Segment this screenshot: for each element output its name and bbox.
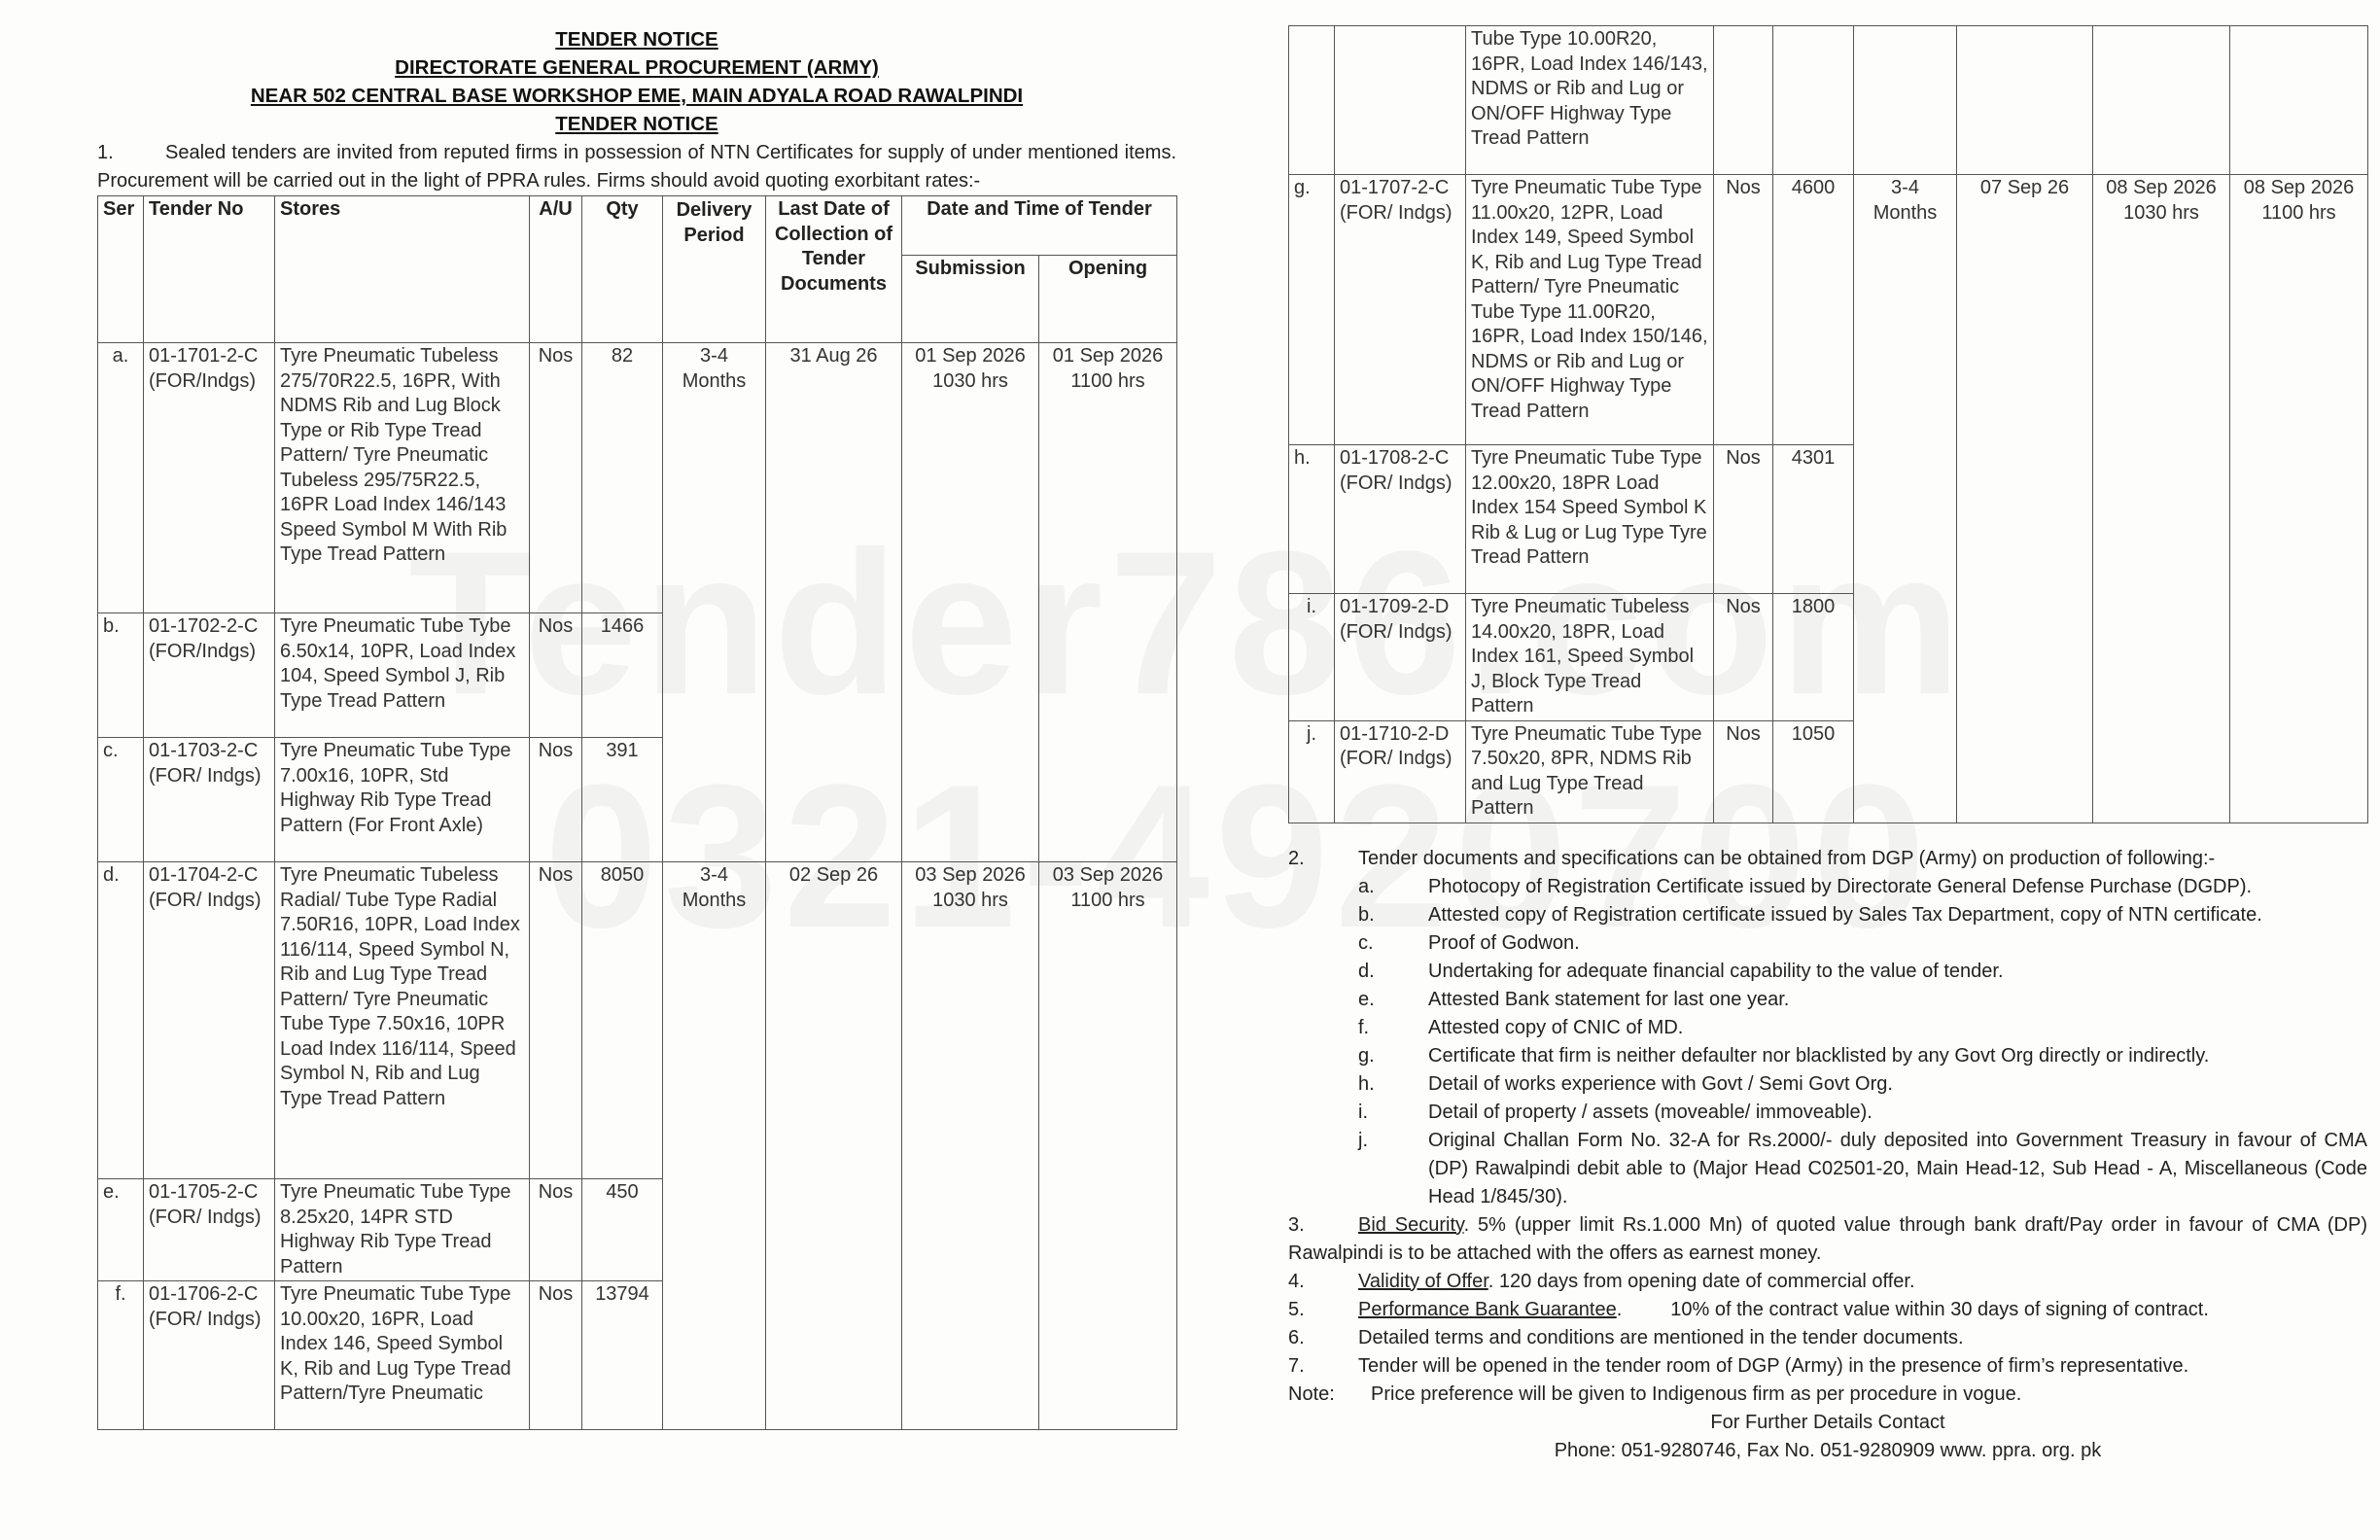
cell-ser: f. xyxy=(98,1281,144,1430)
cell-last-date: 07 Sep 26 xyxy=(1957,175,2093,823)
list-item: g. Certificate that firm is neither defaulter nor blacklisted by any Govt Org directly or indirectly. xyxy=(1358,1044,2210,1067)
heading-tender-notice: TENDER NOTICE xyxy=(555,28,718,51)
cell-stores: Tyre Pneumatic Tube Type 7.50x20, 8PR, NDMS Rib and Lug Type Tread Pattern xyxy=(1466,720,1714,822)
cell-delivery: 3-4 Months xyxy=(1854,175,1957,823)
cell-au: Nos xyxy=(530,738,582,862)
section-5-text: . 10% of the contract value within 30 days of signing of contract. xyxy=(1616,1298,2209,1320)
list-item: i. Detail of property / assets (moveable/ immoveable). xyxy=(1358,1101,1872,1123)
section-5 xyxy=(1288,1296,2367,1324)
cell-tender-no: 01-1704-2-C (FOR/ Indgs) xyxy=(144,862,275,1179)
cell-qty: 13794 xyxy=(582,1281,663,1430)
cell-au: Nos xyxy=(1714,445,1773,594)
list-item: e. Attested Bank statement for last one year. xyxy=(1358,988,1790,1010)
section-7 xyxy=(1288,1352,2367,1381)
cell-stores: Tyre Pneumatic Tube Tybe 6.50x14, 10PR, Load Index 104, Speed Symbol J, Rib Type Tread Pattern xyxy=(275,613,530,738)
section-3-text: . 5% (upper limit Rs.1.000 Mn) of quoted value through bank draft/Pay order in favour of CMA (DP) Rawalpindi is to be attached with the offers as earnest money. xyxy=(1288,1213,2367,1264)
cell-last-date: 31 Aug 26 xyxy=(766,343,902,862)
cell-au: Nos xyxy=(1714,720,1773,822)
section-5-number: 5. xyxy=(1288,1298,1305,1320)
intro-paragraph xyxy=(97,139,1176,195)
cell-tender-no: 01-1705-2-C (FOR/ Indgs) xyxy=(144,1179,275,1281)
list-item: c. Proof of Godwon. xyxy=(1358,931,1580,954)
header-submission: Submission xyxy=(902,256,1039,343)
cell-qty: 4301 xyxy=(1773,445,1854,594)
cell-submission: 03 Sep 2026 1030 hrs xyxy=(902,862,1039,1430)
header-tender-no: Tender No xyxy=(144,196,275,343)
heading-directorate: DIRECTORATE GENERAL PROCUREMENT (ARMY) xyxy=(395,56,879,79)
cell-last-date: 02 Sep 26 xyxy=(766,862,902,1430)
list-item: b. Attested copy of Registration certificate issued by Sales Tax Department, copy of NTN certificate. xyxy=(1358,903,2262,926)
cell-ser: e. xyxy=(98,1179,144,1281)
header-date-time: Date and Time of Tender xyxy=(902,196,1177,256)
section-4 xyxy=(1288,1268,2367,1296)
contact-details: Phone: 051-9280746, Fax No. 051-9280909 www. ppra. org. pk xyxy=(1554,1439,2102,1461)
section-2 xyxy=(1288,845,2367,873)
section-6-text: Detailed terms and conditions are mentioned in the tender documents. xyxy=(1358,1326,1964,1348)
cell-opening: 03 Sep 2026 1100 hrs xyxy=(1039,862,1177,1430)
header-qty: Qty xyxy=(582,196,663,343)
cell-delivery: 3-4 Months xyxy=(663,343,766,862)
header-au: A/U xyxy=(530,196,582,343)
cell-qty: 82 xyxy=(582,343,663,613)
section-6-number: 6. xyxy=(1288,1326,1305,1348)
tender-table-left xyxy=(97,195,1177,1430)
table-row xyxy=(1289,175,2368,445)
section-4-number: 4. xyxy=(1288,1270,1305,1292)
heading-address: NEAR 502 CENTRAL BASE WORKSHOP EME, MAIN ADYALA ROAD RAWALPINDI xyxy=(250,85,1024,107)
cell-qty: 1050 xyxy=(1773,720,1854,822)
cell-ser: a. xyxy=(98,343,144,613)
cell-tender-no: 01-1702-2-C (FOR/Indgs) xyxy=(144,613,275,738)
cell-au: Nos xyxy=(530,862,582,1179)
cell-stores: Tyre Pneumatic Tube Type 10.00x20, 16PR, Load Index 146, Speed Symbol K, Rib and Lug Type Tread Pattern/Tyre Pneumatic xyxy=(275,1281,530,1430)
section-6 xyxy=(1288,1324,2367,1352)
cell-ser: c. xyxy=(98,738,144,862)
cell-ser: g. xyxy=(1289,175,1335,445)
list-item: f. Attested copy of CNIC of MD. xyxy=(1358,1016,1684,1038)
cell-qty: 8050 xyxy=(582,862,663,1179)
section-2-number: 2. xyxy=(1288,847,1305,869)
cell-delivery: 3-4 Months xyxy=(663,862,766,1430)
cell-ser: b. xyxy=(98,613,144,738)
note-label: Note: xyxy=(1288,1382,1335,1405)
header-opening: Opening xyxy=(1039,256,1177,343)
cell-submission: 01 Sep 2026 1030 hrs xyxy=(902,343,1039,862)
cell-tender-no: 01-1709-2-D (FOR/ Indgs) xyxy=(1335,594,1466,721)
tender-table-right xyxy=(1288,25,2368,823)
cell-tender-no: 01-1710-2-D (FOR/ Indgs) xyxy=(1335,720,1466,822)
list-item: h. Detail of works experience with Govt / Semi Govt Org. xyxy=(1358,1072,1893,1095)
right-column xyxy=(1288,25,2367,1465)
cell-stores: Tyre Pneumatic Tube Type 7.00x16, 10PR, Std Highway Rib Type Tread Pattern (For Front Axle) xyxy=(275,738,530,862)
header-stores: Stores xyxy=(275,196,530,343)
cell-ser: i. xyxy=(1289,594,1335,721)
header-ser: Ser xyxy=(98,196,144,343)
cell-au: Nos xyxy=(530,343,582,613)
cell-tender-no: 01-1707-2-C (FOR/ Indgs) xyxy=(1335,175,1466,445)
cell-au: Nos xyxy=(530,1281,582,1430)
header-last-date: Last Date of Collection of Tender Documents xyxy=(766,196,902,343)
section-2-text: Tender documents and specifications can be obtained from DGP (Army) on production of following:- xyxy=(1358,847,2216,869)
cell-stores: Tube Type 10.00R20, 16PR, Load Index 146/143, NDMS or Rib and Lug or ON/OFF Highway Type Tread Pattern xyxy=(1466,26,1714,175)
list-item: j. Original Challan Form No. 32-A for Rs.2000/- duly deposited into Government Treasury in favour of CMA (DP) Rawalpindi debit able to (Major Head C02501-20, Main Head-12, Sub Head - A, Miscellaneous (Code Head 1/845/30). xyxy=(1358,1129,2367,1208)
cell-opening: 01 Sep 2026 1100 hrs xyxy=(1039,343,1177,862)
cell-ser: j. xyxy=(1289,720,1335,822)
table-row xyxy=(98,862,1177,1179)
cell-au: Nos xyxy=(530,613,582,738)
cell-qty: 1466 xyxy=(582,613,663,738)
cell-ser: d. xyxy=(98,862,144,1179)
cell-stores: Tyre Pneumatic Tubeless 14.00x20, 18PR, Load Index 161, Speed Symbol J, Block Type Tread Pattern xyxy=(1466,594,1714,721)
cell-qty: 450 xyxy=(582,1179,663,1281)
cell-qty: 4600 xyxy=(1773,175,1854,445)
contact-heading: For Further Details Contact xyxy=(1710,1411,1945,1433)
section-3-title: Bid Security xyxy=(1358,1213,1464,1236)
cell-stores: Tyre Pneumatic Tube Type 8.25x20, 14PR STD Highway Rib Type Tread Pattern xyxy=(275,1179,530,1281)
cell-stores: Tyre Pneumatic Tubeless 275/70R22.5, 16PR, With NDMS Rib and Lug Block Type or Rib Type Tread Pattern/ Tyre Pneumatic Tubeless 295/75R22.5, 16PR Load Index 146/143 Speed Symbol M With Rib Type Tread Pattern xyxy=(275,343,530,613)
cell-qty: 391 xyxy=(582,738,663,862)
cell-stores: Tyre Pneumatic Tube Type 12.00x20, 18PR Load Index 154 Speed Symbol K Rib & Lug or Lug Type Tyre Tread Pattern xyxy=(1466,445,1714,594)
header-delivery: Delivery Period xyxy=(663,196,766,343)
table-row xyxy=(98,343,1177,613)
cell-tender-no: 01-1701-2-C (FOR/Indgs) xyxy=(144,343,275,613)
heading-tender-notice-2: TENDER NOTICE xyxy=(555,113,718,135)
cell-opening: 08 Sep 2026 1100 hrs xyxy=(2230,175,2368,823)
list-item: a. Photocopy of Registration Certificate issued by Directorate General Defense Purchase (DGDP). xyxy=(1358,875,2253,897)
cell-ser: h. xyxy=(1289,445,1335,594)
section-7-text: Tender will be opened in the tender room of DGP (Army) in the presence of firm’s representative. xyxy=(1358,1354,2189,1377)
list-item: d. Undertaking for adequate financial capability to the value of tender. xyxy=(1358,960,2004,982)
table-row-continuation xyxy=(1289,26,2368,175)
cell-qty: 1800 xyxy=(1773,594,1854,721)
cell-submission: 08 Sep 2026 1030 hrs xyxy=(2093,175,2230,823)
section-4-title: Validity of Offer xyxy=(1358,1270,1488,1292)
cell-stores: Tyre Pneumatic Tubeless Radial/ Tube Type Radial 7.50R16, 10PR, Load Index 116/114, Speed Symbol N, Rib and Lug Type Tread Pattern/ Tyre Pneumatic Tube Type 7.50x16, 10PR Load Index 116/114, Speed Symbol N, Rib and Lug Type Tread Pattern xyxy=(275,862,530,1179)
note xyxy=(1288,1381,2367,1409)
intro-number: 1. xyxy=(97,142,114,163)
section-4-text: . 120 days from opening date of commercial offer. xyxy=(1488,1270,1915,1292)
cell-au: Nos xyxy=(1714,175,1773,445)
section-7-number: 7. xyxy=(1288,1354,1305,1377)
left-column xyxy=(97,25,1176,1430)
section-3 xyxy=(1288,1211,2367,1268)
section-3-number: 3. xyxy=(1288,1213,1305,1236)
cell-stores: Tyre Pneumatic Tube Type 11.00x20, 12PR, Load Index 149, Speed Symbol K, Rib and Lug Type Tread Pattern/ Tyre Pneumatic Tube Type 11.00R20, 16PR, Load Index 150/146, NDMS or Rib and Lug or ON/OFF Highway Type Tread Pattern xyxy=(1466,175,1714,445)
note-text: Price preference will be given to Indigenous firm as per procedure in vogue. xyxy=(1371,1382,2022,1405)
cell-tender-no: 01-1708-2-C (FOR/ Indgs) xyxy=(1335,445,1466,594)
cell-tender-no: 01-1703-2-C (FOR/ Indgs) xyxy=(144,738,275,862)
cell-au: Nos xyxy=(1714,594,1773,721)
section-5-title: Performance Bank Guarantee xyxy=(1358,1298,1617,1320)
intro-text: Sealed tenders are invited from reputed firms in possession of NTN Certificates for supply of under mentioned items. Procurement will be carried out in the light of PPRA rules. Firms should avoid quoting exorbitant rates:- xyxy=(97,142,1176,192)
cell-tender-no: 01-1706-2-C (FOR/ Indgs) xyxy=(144,1281,275,1430)
cell-au: Nos xyxy=(530,1179,582,1281)
